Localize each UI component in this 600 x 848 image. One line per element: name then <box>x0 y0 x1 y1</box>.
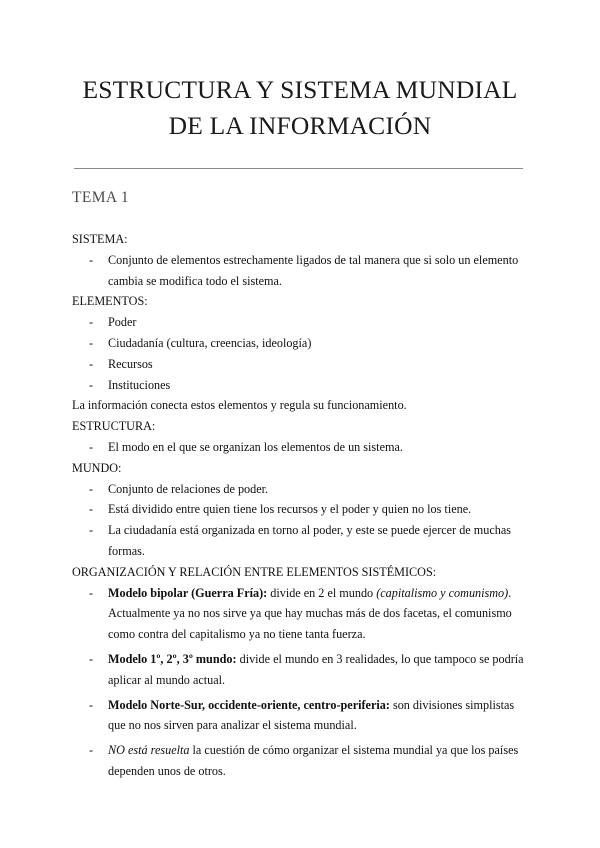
list-item: - Instituciones <box>72 375 532 396</box>
list-item: - Modelo Norte-Sur, occidente-oriente, centro-periferia: son divisiones simplistas que no nos sirven para analizar el sistema mundial. <box>72 695 532 737</box>
list-elementos <box>72 312 532 395</box>
list-item: - Modelo 1º, 2º, 3º mundo: divide el mundo en 3 realidades, lo que tampoco se podría aplicar al mundo actual. <box>72 649 532 691</box>
list-item: - Conjunto de relaciones de poder. <box>72 479 532 500</box>
list-sistema <box>72 250 532 292</box>
bullet-dash: - <box>89 439 94 454</box>
title-divider <box>74 168 523 169</box>
info-paragraph: La información conecta estos elementos y regula su funcionamiento. <box>72 398 407 413</box>
bullet-dash: - <box>89 502 94 517</box>
bullet-dash: - <box>89 743 94 758</box>
bullet-dash: - <box>89 377 94 392</box>
document-title <box>60 72 540 144</box>
list-organizacion <box>72 583 532 782</box>
document-body <box>72 229 532 782</box>
list-item: - Poder <box>72 312 532 333</box>
bullet-dash: - <box>89 697 94 712</box>
list-item: - La ciudadanía está organizada en torno al poder, y este se puede ejercer de muchas formas. <box>72 520 532 562</box>
list-item: - Ciudadanía (cultura, creencias, ideología) <box>72 333 532 354</box>
bullet-dash: - <box>89 523 94 538</box>
heading-organizacion: ORGANIZACIÓN Y RELACIÓN ENTRE ELEMENTOS SISTÉMICOS: <box>72 564 437 579</box>
list-estructura <box>72 437 532 458</box>
bullet-dash: - <box>89 335 94 350</box>
list-item: - Está dividido entre quien tiene los recursos y el poder y quien no los tiene. <box>72 499 532 520</box>
heading-mundo: MUNDO: <box>72 460 122 475</box>
bullet-dash: - <box>89 356 94 371</box>
bullet-dash: - <box>89 252 94 267</box>
list-mundo <box>72 479 532 562</box>
bullet-dash: - <box>89 481 94 496</box>
bold-term: Modelo bipolar (Guerra Fría): <box>108 585 268 600</box>
heading-sistema: SISTEMA: <box>72 232 128 246</box>
bullet-dash: - <box>89 315 94 330</box>
section-heading-tema: TEMA 1 <box>72 189 130 206</box>
list-item: - Conjunto de elementos estrechamente ligados de tal manera que si solo un elemento cambia se modifica todo el sistema. <box>72 250 532 292</box>
list-item: - Modelo bipolar (Guerra Fría): divide en 2 el mundo (capitalismo y comunismo). Actualmente ya no nos sirve ya que hay muchas más de dos facetas, el comunismo como contra del capitalismo ya no tiene tanta fuerza. <box>72 583 532 645</box>
bullet-dash: - <box>89 585 94 600</box>
title-line-2: DE LA INFORMACIÓN <box>168 111 432 140</box>
list-item: - Recursos <box>72 354 532 375</box>
title-line-1: ESTRUCTURA Y SISTEMA MUNDIAL <box>82 75 518 104</box>
heading-estructura: ESTRUCTURA: <box>72 419 156 434</box>
italic-phrase: NO está resuelta <box>108 743 190 758</box>
bullet-dash: - <box>89 651 94 666</box>
bold-term: Modelo 1º, 2º, 3º mundo: <box>108 651 237 666</box>
italic-phrase: (capitalismo y comunismo) <box>376 585 509 600</box>
list-item: - El modo en el que se organizan los elementos de un sistema. <box>72 437 532 458</box>
heading-elementos: ELEMENTOS: <box>72 294 148 309</box>
bold-term: Modelo Norte-Sur, occidente-oriente, centro-periferia: <box>108 697 390 712</box>
list-item: - NO está resuelta la cuestión de cómo organizar el sistema mundial ya que los países dependen unos de otros. <box>72 740 532 782</box>
